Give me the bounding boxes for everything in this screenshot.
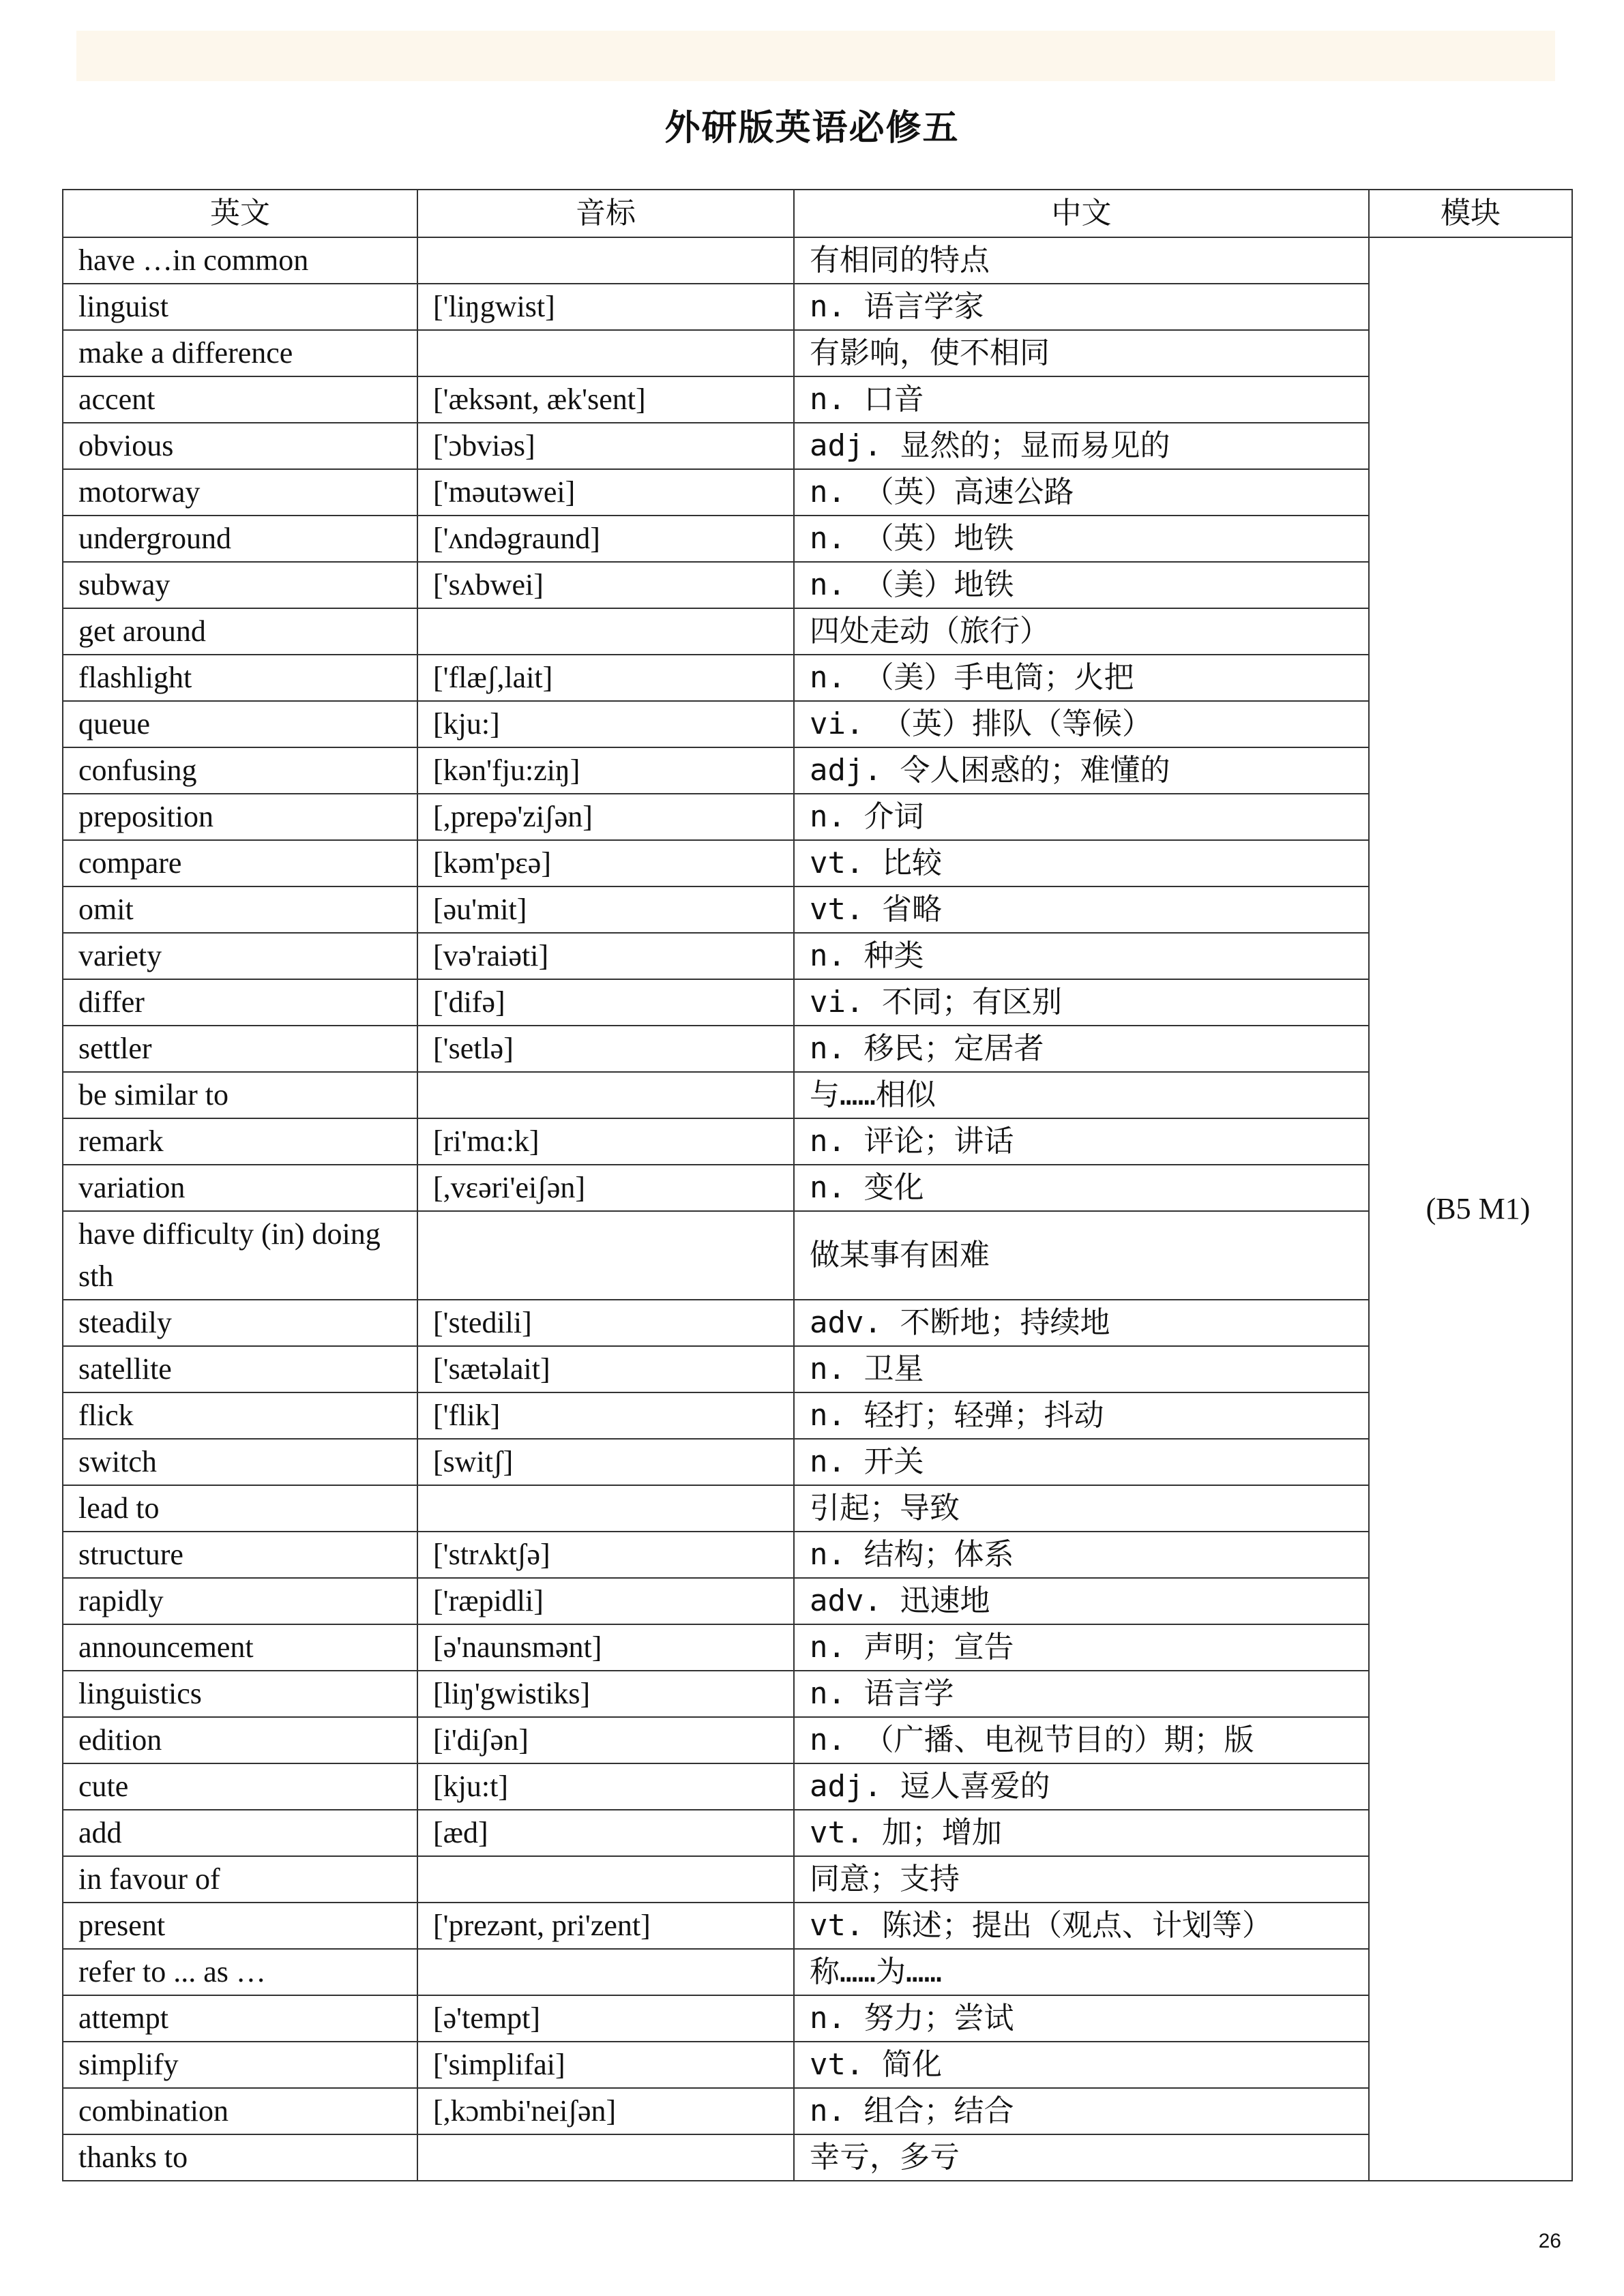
table-row <box>63 794 1572 840</box>
table-row <box>63 1949 1572 1995</box>
chinese-meaning: n. 轻打；轻弹；抖动 <box>794 1392 1369 1439</box>
table-row <box>63 1578 1572 1624</box>
english-term: preposition <box>63 794 417 840</box>
table-row <box>63 423 1572 469</box>
phonetic: [kəm'pɛə] <box>417 840 794 886</box>
chinese-meaning: 引起；导致 <box>794 1485 1369 1532</box>
chinese-meaning: 称……为…… <box>794 1949 1369 1995</box>
table-row <box>63 608 1572 655</box>
chinese-meaning: 做某事有困难 <box>794 1211 1369 1300</box>
phonetic: ['flæʃ,lait] <box>417 655 794 701</box>
chinese-meaning: n. （广播、电视节目的）期；版 <box>794 1717 1369 1763</box>
phonetic: [,kɔmbi'neiʃən] <box>417 2088 794 2134</box>
table-row <box>63 1856 1572 1903</box>
phonetic: [əu'mit] <box>417 886 794 933</box>
phonetic: ['məutəwei] <box>417 469 794 516</box>
english-term: linguist <box>63 284 417 330</box>
chinese-meaning: vi. 不同；有区别 <box>794 979 1369 1026</box>
table-row <box>63 1072 1572 1118</box>
chinese-meaning: n. 结构；体系 <box>794 1532 1369 1578</box>
chinese-meaning: n. （英）地铁 <box>794 516 1369 562</box>
header-phonetic: 音标 <box>417 190 794 237</box>
table-row <box>63 1903 1572 1949</box>
chinese-meaning: n. 移民；定居者 <box>794 1026 1369 1072</box>
english-term: have difficulty (in) doing sth <box>63 1211 417 1300</box>
english-term: make a difference <box>63 330 417 376</box>
table-row <box>63 376 1572 423</box>
chinese-meaning: n. （美）地铁 <box>794 562 1369 608</box>
english-term: present <box>63 1903 417 1949</box>
chinese-meaning: n. 口音 <box>794 376 1369 423</box>
chinese-meaning: adj. 逗人喜爱的 <box>794 1763 1369 1810</box>
table-row <box>63 886 1572 933</box>
english-term: combination <box>63 2088 417 2134</box>
table-row <box>63 1211 1572 1300</box>
chinese-meaning: 有相同的特点 <box>794 237 1369 284</box>
phonetic <box>417 237 794 284</box>
english-term: cute <box>63 1763 417 1810</box>
phonetic: [kju:t] <box>417 1763 794 1810</box>
phonetic: ['stedili] <box>417 1300 794 1346</box>
phonetic <box>417 1211 794 1300</box>
table-row <box>63 284 1572 330</box>
chinese-meaning: n. 介词 <box>794 794 1369 840</box>
chinese-meaning: n. 开关 <box>794 1439 1369 1485</box>
table-row <box>63 1717 1572 1763</box>
english-term: edition <box>63 1717 417 1763</box>
table-row <box>63 1671 1572 1717</box>
vocabulary-table <box>62 189 1573 2181</box>
phonetic: ['liŋgwist] <box>417 284 794 330</box>
header-module: 模块 <box>1369 190 1572 237</box>
table-row <box>63 1995 1572 2042</box>
chinese-meaning: n. 努力；尝试 <box>794 1995 1369 2042</box>
chinese-meaning: n. 组合；结合 <box>794 2088 1369 2134</box>
english-term: queue <box>63 701 417 747</box>
chinese-meaning: vt. 比较 <box>794 840 1369 886</box>
table-row <box>63 237 1572 284</box>
phonetic: [,vɛəri'eiʃən] <box>417 1165 794 1211</box>
english-term: linguistics <box>63 1671 417 1717</box>
english-term: thanks to <box>63 2134 417 2181</box>
chinese-meaning: adj. 显然的；显而易见的 <box>794 423 1369 469</box>
english-term: confusing <box>63 747 417 794</box>
english-term: compare <box>63 840 417 886</box>
page-number: 26 <box>1538 2230 1561 2252</box>
english-term: add <box>63 1810 417 1856</box>
table-row <box>63 1763 1572 1810</box>
english-term: steadily <box>63 1300 417 1346</box>
chinese-meaning: vi. （英）排队（等候） <box>794 701 1369 747</box>
phonetic: ['strʌktʃə] <box>417 1532 794 1578</box>
table-row <box>63 1532 1572 1578</box>
phonetic: ['ræpidli] <box>417 1578 794 1624</box>
english-term: simplify <box>63 2042 417 2088</box>
table-row <box>63 1346 1572 1392</box>
english-term: accent <box>63 376 417 423</box>
chinese-meaning: adj. 令人困惑的；难懂的 <box>794 747 1369 794</box>
english-term: variety <box>63 933 417 979</box>
phonetic: ['setlə] <box>417 1026 794 1072</box>
table-row <box>63 701 1572 747</box>
table-row <box>63 840 1572 886</box>
module-label: (B5 M1) <box>1369 237 1572 2181</box>
phonetic: ['æksənt, æk'sent] <box>417 376 794 423</box>
phonetic <box>417 2134 794 2181</box>
english-term: satellite <box>63 1346 417 1392</box>
phonetic: [kju:] <box>417 701 794 747</box>
english-term: motorway <box>63 469 417 516</box>
english-term: variation <box>63 1165 417 1211</box>
phonetic: [i'diʃən] <box>417 1717 794 1763</box>
chinese-meaning: n. 语言学 <box>794 1671 1369 1717</box>
phonetic <box>417 1856 794 1903</box>
phonetic: ['prezənt, pri'zent] <box>417 1903 794 1949</box>
chinese-meaning: 与……相似 <box>794 1072 1369 1118</box>
chinese-meaning: n. （美）手电筒；火把 <box>794 655 1369 701</box>
phonetic: ['sætəlait] <box>417 1346 794 1392</box>
table-row <box>63 562 1572 608</box>
phonetic: ['sʌbwei] <box>417 562 794 608</box>
chinese-meaning: n. 评论；讲话 <box>794 1118 1369 1165</box>
table-row <box>63 933 1572 979</box>
english-term: attempt <box>63 1995 417 2042</box>
table-header-row <box>63 190 1572 237</box>
phonetic: ['ɔbviəs] <box>417 423 794 469</box>
table-row <box>63 1118 1572 1165</box>
header-band <box>76 31 1555 81</box>
header-english: 英文 <box>63 190 417 237</box>
table-row <box>63 1026 1572 1072</box>
page-title: 外研版英语必修五 <box>664 108 960 149</box>
chinese-meaning: adv. 不断地；持续地 <box>794 1300 1369 1346</box>
phonetic: [ə'tempt] <box>417 1995 794 2042</box>
chinese-meaning: 有影响，使不相同 <box>794 330 1369 376</box>
english-term: obvious <box>63 423 417 469</box>
chinese-meaning: 幸亏，多亏 <box>794 2134 1369 2181</box>
chinese-meaning: vt. 省略 <box>794 886 1369 933</box>
english-term: structure <box>63 1532 417 1578</box>
english-term: subway <box>63 562 417 608</box>
table-row <box>63 1439 1572 1485</box>
english-term: in favour of <box>63 1856 417 1903</box>
phonetic <box>417 608 794 655</box>
chinese-meaning: n. 语言学家 <box>794 284 1369 330</box>
table-row <box>63 1165 1572 1211</box>
table-row <box>63 979 1572 1026</box>
english-term: be similar to <box>63 1072 417 1118</box>
table-row <box>63 1392 1572 1439</box>
chinese-meaning: 同意；支持 <box>794 1856 1369 1903</box>
english-term: lead to <box>63 1485 417 1532</box>
english-term: underground <box>63 516 417 562</box>
chinese-meaning: n. 声明；宣告 <box>794 1624 1369 1671</box>
table-row <box>63 2088 1572 2134</box>
english-term: omit <box>63 886 417 933</box>
table-row <box>63 469 1572 516</box>
english-term: refer to ... as … <box>63 1949 417 1995</box>
table-row <box>63 2134 1572 2181</box>
chinese-meaning: n. 变化 <box>794 1165 1369 1211</box>
table-row <box>63 1485 1572 1532</box>
english-term: have …in common <box>63 237 417 284</box>
table-row <box>63 2042 1572 2088</box>
chinese-meaning: vt. 陈述；提出（观点、计划等） <box>794 1903 1369 1949</box>
table-row <box>63 747 1572 794</box>
table-row <box>63 1810 1572 1856</box>
phonetic: [kən'fju:ziŋ] <box>417 747 794 794</box>
phonetic: [liŋ'gwistiks] <box>417 1671 794 1717</box>
english-term: switch <box>63 1439 417 1485</box>
phonetic: [və'raiəti] <box>417 933 794 979</box>
english-term: announcement <box>63 1624 417 1671</box>
table-row <box>63 655 1572 701</box>
table-row <box>63 1624 1572 1671</box>
english-term: remark <box>63 1118 417 1165</box>
chinese-meaning: adv. 迅速地 <box>794 1578 1369 1624</box>
chinese-meaning: n. 卫星 <box>794 1346 1369 1392</box>
phonetic <box>417 330 794 376</box>
phonetic: [ə'naunsmənt] <box>417 1624 794 1671</box>
phonetic: [æd] <box>417 1810 794 1856</box>
chinese-meaning: n. 种类 <box>794 933 1369 979</box>
table-row <box>63 516 1572 562</box>
english-term: get around <box>63 608 417 655</box>
english-term: flashlight <box>63 655 417 701</box>
table-body <box>63 237 1572 2181</box>
phonetic: [switʃ] <box>417 1439 794 1485</box>
english-term: flick <box>63 1392 417 1439</box>
phonetic: ['flik] <box>417 1392 794 1439</box>
chinese-meaning: 四处走动（旅行） <box>794 608 1369 655</box>
chinese-meaning: vt. 加；增加 <box>794 1810 1369 1856</box>
chinese-meaning: n. （英）高速公路 <box>794 469 1369 516</box>
table-row <box>63 330 1572 376</box>
phonetic <box>417 1072 794 1118</box>
phonetic <box>417 1949 794 1995</box>
header-chinese: 中文 <box>794 190 1369 237</box>
chinese-meaning: vt. 简化 <box>794 2042 1369 2088</box>
phonetic: [ri'mɑ:k] <box>417 1118 794 1165</box>
phonetic: ['ʌndəgraund] <box>417 516 794 562</box>
phonetic <box>417 1485 794 1532</box>
table-row <box>63 1300 1572 1346</box>
english-term: differ <box>63 979 417 1026</box>
english-term: rapidly <box>63 1578 417 1624</box>
phonetic: [,prepə'ziʃən] <box>417 794 794 840</box>
phonetic: ['difə] <box>417 979 794 1026</box>
english-term: settler <box>63 1026 417 1072</box>
phonetic: ['simplifai] <box>417 2042 794 2088</box>
